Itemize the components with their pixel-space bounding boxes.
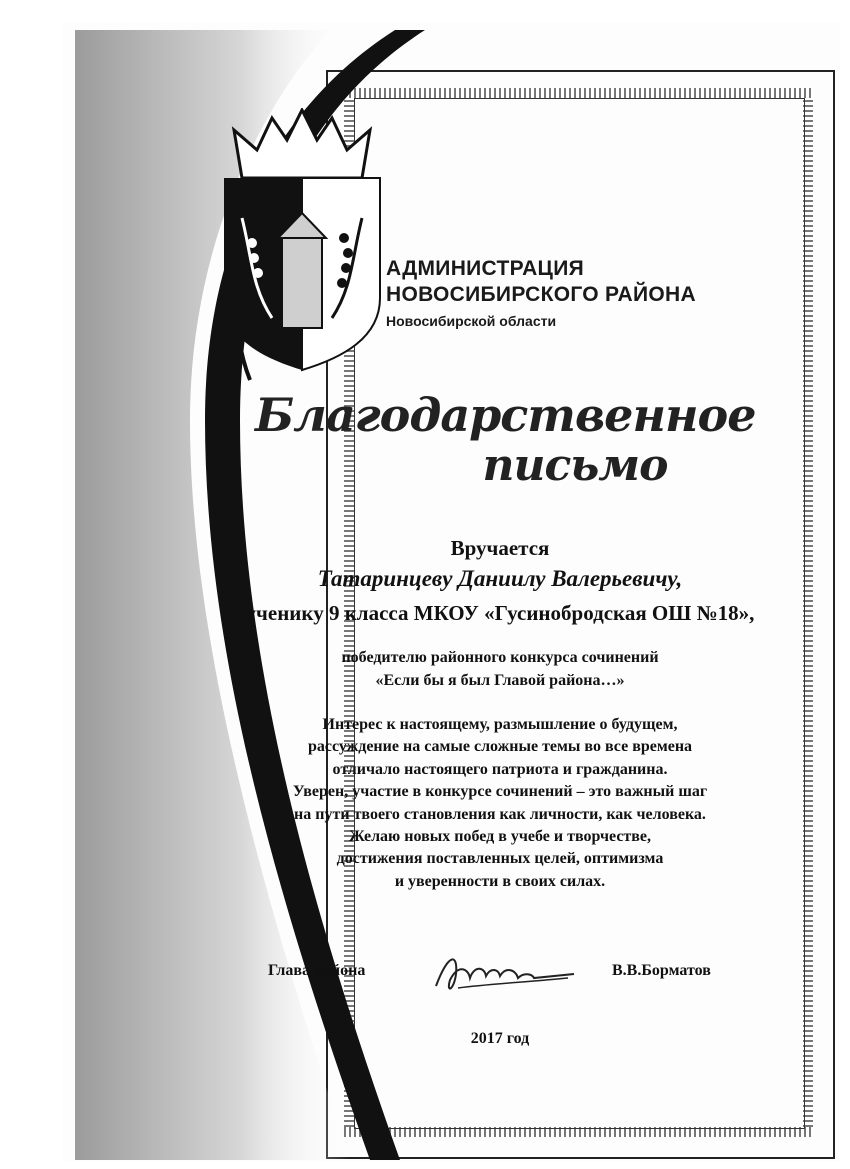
- body-line: отличало настоящего патриота и гражданина.: [332, 760, 668, 778]
- body-line: и уверенности в своих силах.: [394, 872, 606, 890]
- body-line: Интерес к настоящему, размышление о будущем,: [322, 716, 678, 733]
- certificate-title: [255, 388, 756, 518]
- certificate-title-line1: Благодарственное: [255, 388, 756, 442]
- congratulation-text: [150, 714, 850, 893]
- handwritten-signature: [428, 944, 578, 1004]
- certificate-title-line2: письмо: [482, 440, 668, 491]
- signatory-title: Глава района: [268, 962, 366, 979]
- body-line: Уверен, участие в конкурсе сочинений – это важный шаг: [292, 783, 708, 801]
- contest-title: «Если бы я был Главой района…»: [375, 672, 625, 689]
- body-line: рассуждение на самые сложные темы во все времена: [307, 738, 693, 756]
- coat-of-arms-icon: [212, 108, 392, 374]
- recipient-name: Татаринцеву Даниилу Валерьевичу,: [317, 566, 683, 591]
- recipient-school: ученику 9 класса МКОУ «Гусинобродская ОШ №18»,: [245, 601, 755, 625]
- issuer-name-line2: НОВОСИБИРСКОГО РАЙОНА: [386, 283, 696, 306]
- body-line: Желаю новых побед в учебе и творчестве,: [348, 828, 652, 846]
- presented-label: Вручается: [450, 536, 550, 560]
- body-line: на пути твоего становления как личности, как человека.: [294, 805, 706, 823]
- body-line: достижения поставленных целей, оптимизма: [336, 850, 664, 868]
- signatory-name: В.В.Борматов: [612, 962, 711, 979]
- issuer-header: [386, 256, 786, 329]
- issuer-region: Новосибирской области: [386, 313, 557, 329]
- contest-description: победителю районного конкурса сочинений: [341, 649, 659, 666]
- issue-year: 2017 год: [470, 1030, 530, 1047]
- issuer-name-line1: АДМИНИСТРАЦИЯ: [386, 257, 584, 280]
